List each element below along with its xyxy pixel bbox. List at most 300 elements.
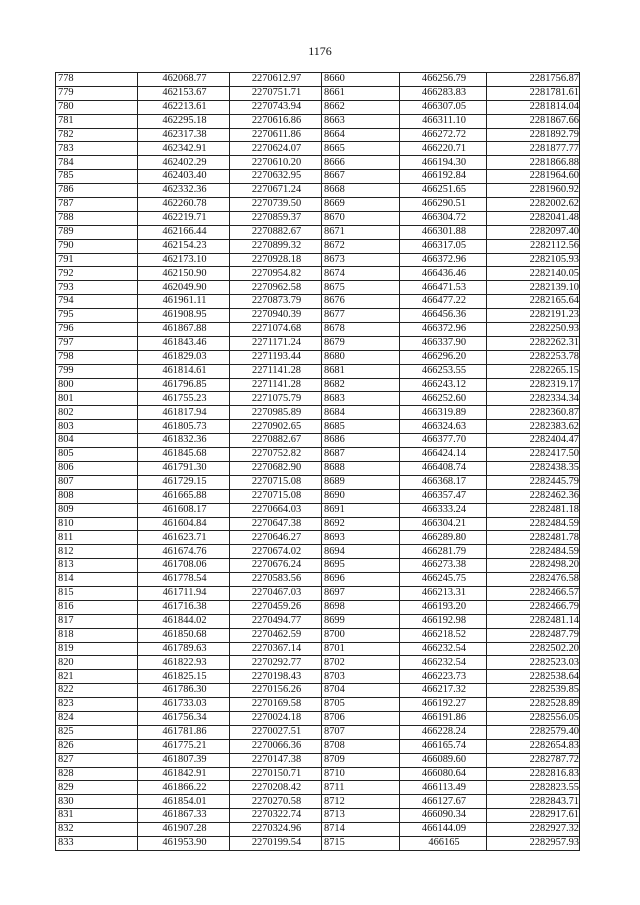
y-coordinate-left: 2270198.43 [230, 670, 322, 684]
table-row [56, 364, 580, 378]
y-coordinate-left: 2270954.82 [230, 267, 322, 281]
x-coordinate-right: 466256.79 [400, 73, 487, 87]
point-number-right: 8666 [322, 156, 400, 170]
table-row [56, 406, 580, 420]
x-coordinate-right: 466251.65 [400, 184, 487, 198]
y-coordinate-left: 2271141.28 [230, 378, 322, 392]
point-number-left: 821 [56, 670, 138, 684]
x-coordinate-left: 461842.91 [138, 767, 230, 781]
x-coordinate-left: 462295.18 [138, 114, 230, 128]
x-coordinate-right: 466304.21 [400, 517, 487, 531]
y-coordinate-right: 2282528.89 [487, 698, 580, 712]
y-coordinate-left: 2270873.79 [230, 295, 322, 309]
x-coordinate-left: 462049.90 [138, 281, 230, 295]
y-coordinate-right: 2282445.79 [487, 475, 580, 489]
x-coordinate-right: 466243.12 [400, 378, 487, 392]
x-coordinate-right: 466127.67 [400, 795, 487, 809]
point-number-right: 8711 [322, 781, 400, 795]
point-number-left: 826 [56, 739, 138, 753]
x-coordinate-right: 466301.88 [400, 225, 487, 239]
y-coordinate-right: 2281866.88 [487, 156, 580, 170]
point-number-left: 800 [56, 378, 138, 392]
x-coordinate-right: 466377.70 [400, 434, 487, 448]
point-number-right: 8710 [322, 767, 400, 781]
table-row [56, 823, 580, 837]
x-coordinate-left: 462342.91 [138, 142, 230, 156]
x-coordinate-left: 461907.28 [138, 823, 230, 837]
x-coordinate-left: 461908.95 [138, 309, 230, 323]
point-number-left: 779 [56, 86, 138, 100]
table-row [56, 434, 580, 448]
y-coordinate-right: 2282438.35 [487, 461, 580, 475]
point-number-left: 799 [56, 364, 138, 378]
table-row [56, 614, 580, 628]
point-number-left: 816 [56, 600, 138, 614]
point-number-left: 825 [56, 725, 138, 739]
point-number-right: 8712 [322, 795, 400, 809]
point-number-right: 8680 [322, 350, 400, 364]
y-coordinate-right: 2281814.04 [487, 100, 580, 114]
x-coordinate-left: 461866.22 [138, 781, 230, 795]
point-number-left: 792 [56, 267, 138, 281]
point-number-right: 8702 [322, 656, 400, 670]
x-coordinate-left: 461953.90 [138, 836, 230, 850]
point-number-right: 8676 [322, 295, 400, 309]
y-coordinate-right: 2282556.05 [487, 711, 580, 725]
x-coordinate-left: 461781.86 [138, 725, 230, 739]
x-coordinate-right: 466471.53 [400, 281, 487, 295]
point-number-right: 8660 [322, 73, 400, 87]
x-coordinate-left: 462173.10 [138, 253, 230, 267]
y-coordinate-right: 2282041.48 [487, 211, 580, 225]
y-coordinate-right: 2282404.47 [487, 434, 580, 448]
point-number-right: 8688 [322, 461, 400, 475]
y-coordinate-left: 2270940.39 [230, 309, 322, 323]
y-coordinate-right: 2282538.64 [487, 670, 580, 684]
y-coordinate-left: 2270156.26 [230, 684, 322, 698]
x-coordinate-left: 461786.30 [138, 684, 230, 698]
x-coordinate-left: 462403.40 [138, 170, 230, 184]
x-coordinate-left: 462317.38 [138, 128, 230, 142]
x-coordinate-right: 466165.74 [400, 739, 487, 753]
x-coordinate-left: 461854.01 [138, 795, 230, 809]
x-coordinate-right: 466372.96 [400, 253, 487, 267]
point-number-right: 8700 [322, 628, 400, 642]
point-number-right: 8694 [322, 545, 400, 559]
point-number-left: 798 [56, 350, 138, 364]
table-row [56, 517, 580, 531]
point-number-right: 8669 [322, 198, 400, 212]
table-row [56, 184, 580, 198]
y-coordinate-right: 2282265.15 [487, 364, 580, 378]
x-coordinate-left: 461832.36 [138, 434, 230, 448]
point-number-right: 8704 [322, 684, 400, 698]
y-coordinate-right: 2282097.40 [487, 225, 580, 239]
y-coordinate-left: 2270612.97 [230, 73, 322, 87]
y-coordinate-left: 2270715.08 [230, 489, 322, 503]
y-coordinate-right: 2282498.20 [487, 559, 580, 573]
point-number-left: 794 [56, 295, 138, 309]
table-row [56, 267, 580, 281]
x-coordinate-left: 461729.15 [138, 475, 230, 489]
y-coordinate-right: 2282253.78 [487, 350, 580, 364]
y-coordinate-left: 2270882.67 [230, 434, 322, 448]
y-coordinate-left: 2271074.68 [230, 323, 322, 337]
point-number-left: 824 [56, 711, 138, 725]
x-coordinate-right: 466253.55 [400, 364, 487, 378]
x-coordinate-right: 466477.22 [400, 295, 487, 309]
y-coordinate-right: 2282165.64 [487, 295, 580, 309]
table-row [56, 309, 580, 323]
x-coordinate-right: 466080.64 [400, 767, 487, 781]
x-coordinate-left: 461623.71 [138, 531, 230, 545]
x-coordinate-left: 462219.71 [138, 211, 230, 225]
table-row [56, 642, 580, 656]
table-row [56, 336, 580, 350]
point-number-right: 8663 [322, 114, 400, 128]
x-coordinate-left: 461867.33 [138, 809, 230, 823]
y-coordinate-left: 2270024.18 [230, 711, 322, 725]
x-coordinate-left: 461756.34 [138, 711, 230, 725]
y-coordinate-right: 2282539.85 [487, 684, 580, 698]
table-row [56, 503, 580, 517]
x-coordinate-right: 466307.05 [400, 100, 487, 114]
y-coordinate-right: 2282191.23 [487, 309, 580, 323]
point-number-left: 785 [56, 170, 138, 184]
x-coordinate-left: 461843.46 [138, 336, 230, 350]
x-coordinate-left: 462166.44 [138, 225, 230, 239]
x-coordinate-right: 466144.09 [400, 823, 487, 837]
y-coordinate-left: 2270859.37 [230, 211, 322, 225]
x-coordinate-right: 466191.86 [400, 711, 487, 725]
x-coordinate-left: 461716.38 [138, 600, 230, 614]
x-coordinate-right: 466408.74 [400, 461, 487, 475]
y-coordinate-right: 2282843.71 [487, 795, 580, 809]
point-number-left: 813 [56, 559, 138, 573]
table-row [56, 531, 580, 545]
x-coordinate-left: 461604.84 [138, 517, 230, 531]
y-coordinate-left: 2270985.89 [230, 406, 322, 420]
y-coordinate-right: 2282523.03 [487, 656, 580, 670]
point-number-right: 8686 [322, 434, 400, 448]
y-coordinate-right: 2282383.62 [487, 420, 580, 434]
x-coordinate-left: 461665.88 [138, 489, 230, 503]
table-row [56, 323, 580, 337]
point-number-right: 8662 [322, 100, 400, 114]
table-row [56, 420, 580, 434]
table-row [56, 836, 580, 850]
y-coordinate-left: 2270467.03 [230, 586, 322, 600]
point-number-right: 8696 [322, 573, 400, 587]
point-number-left: 787 [56, 198, 138, 212]
y-coordinate-left: 2270682.90 [230, 461, 322, 475]
y-coordinate-left: 2270199.54 [230, 836, 322, 850]
y-coordinate-right: 2282917.61 [487, 809, 580, 823]
x-coordinate-left: 461608.17 [138, 503, 230, 517]
point-number-left: 820 [56, 656, 138, 670]
x-coordinate-left: 461775.21 [138, 739, 230, 753]
point-number-right: 8683 [322, 392, 400, 406]
y-coordinate-right: 2282816.83 [487, 767, 580, 781]
point-number-right: 8677 [322, 309, 400, 323]
x-coordinate-right: 466217.32 [400, 684, 487, 698]
y-coordinate-left: 2270494.77 [230, 614, 322, 628]
point-number-right: 8691 [322, 503, 400, 517]
y-coordinate-left: 2271193.44 [230, 350, 322, 364]
point-number-right: 8661 [322, 86, 400, 100]
x-coordinate-left: 461796.85 [138, 378, 230, 392]
y-coordinate-left: 2270671.24 [230, 184, 322, 198]
y-coordinate-right: 2282927.32 [487, 823, 580, 837]
x-coordinate-left: 461850.68 [138, 628, 230, 642]
y-coordinate-right: 2282481.14 [487, 614, 580, 628]
y-coordinate-left: 2270147.38 [230, 753, 322, 767]
point-number-right: 8689 [322, 475, 400, 489]
x-coordinate-right: 466311.10 [400, 114, 487, 128]
y-coordinate-left: 2270322.74 [230, 809, 322, 823]
y-coordinate-right: 2282139.10 [487, 281, 580, 295]
y-coordinate-right: 2282262.31 [487, 336, 580, 350]
point-number-left: 818 [56, 628, 138, 642]
y-coordinate-right: 2282481.18 [487, 503, 580, 517]
table-row [56, 628, 580, 642]
x-coordinate-left: 461867.88 [138, 323, 230, 337]
x-coordinate-left: 461805.73 [138, 420, 230, 434]
point-number-left: 819 [56, 642, 138, 656]
table-row [56, 586, 580, 600]
point-number-left: 807 [56, 475, 138, 489]
table-row [56, 670, 580, 684]
y-coordinate-left: 2270664.03 [230, 503, 322, 517]
y-coordinate-left: 2270902.65 [230, 420, 322, 434]
x-coordinate-left: 461814.61 [138, 364, 230, 378]
point-number-right: 8706 [322, 711, 400, 725]
y-coordinate-right: 2281781.61 [487, 86, 580, 100]
y-coordinate-right: 2282487.79 [487, 628, 580, 642]
y-coordinate-right: 2281960.92 [487, 184, 580, 198]
y-coordinate-left: 2270367.14 [230, 642, 322, 656]
x-coordinate-right: 466283.83 [400, 86, 487, 100]
y-coordinate-left: 2270616.86 [230, 114, 322, 128]
x-coordinate-right: 466228.24 [400, 725, 487, 739]
table-row [56, 545, 580, 559]
table-row [56, 684, 580, 698]
point-number-left: 833 [56, 836, 138, 850]
point-number-left: 817 [56, 614, 138, 628]
table-row [56, 86, 580, 100]
x-coordinate-right: 466192.27 [400, 698, 487, 712]
x-coordinate-right: 466289.80 [400, 531, 487, 545]
y-coordinate-left: 2270324.96 [230, 823, 322, 837]
y-coordinate-left: 2271075.79 [230, 392, 322, 406]
x-coordinate-left: 461674.76 [138, 545, 230, 559]
x-coordinate-right: 466317.05 [400, 239, 487, 253]
point-number-right: 8674 [322, 267, 400, 281]
y-coordinate-left: 2270752.82 [230, 448, 322, 462]
table-row [56, 281, 580, 295]
point-number-left: 791 [56, 253, 138, 267]
x-coordinate-right: 466436.46 [400, 267, 487, 281]
table-row [56, 73, 580, 87]
point-number-right: 8670 [322, 211, 400, 225]
point-number-left: 796 [56, 323, 138, 337]
point-number-right: 8684 [322, 406, 400, 420]
point-number-left: 814 [56, 573, 138, 587]
y-coordinate-left: 2270674.02 [230, 545, 322, 559]
y-coordinate-right: 2282360.87 [487, 406, 580, 420]
table-row [56, 378, 580, 392]
y-coordinate-left: 2270928.18 [230, 253, 322, 267]
point-number-right: 8693 [322, 531, 400, 545]
x-coordinate-left: 461817.94 [138, 406, 230, 420]
x-coordinate-right: 466456.36 [400, 309, 487, 323]
point-number-right: 8687 [322, 448, 400, 462]
x-coordinate-left: 462153.67 [138, 86, 230, 100]
point-number-left: 781 [56, 114, 138, 128]
x-coordinate-right: 466296.20 [400, 350, 487, 364]
y-coordinate-left: 2270739.50 [230, 198, 322, 212]
table-row [56, 211, 580, 225]
x-coordinate-right: 466113.49 [400, 781, 487, 795]
y-coordinate-left: 2270150.71 [230, 767, 322, 781]
table-row [56, 225, 580, 239]
x-coordinate-left: 461755.23 [138, 392, 230, 406]
point-number-right: 8697 [322, 586, 400, 600]
x-coordinate-right: 466281.79 [400, 545, 487, 559]
point-number-left: 829 [56, 781, 138, 795]
point-number-right: 8698 [322, 600, 400, 614]
point-number-right: 8703 [322, 670, 400, 684]
x-coordinate-left: 461845.68 [138, 448, 230, 462]
y-coordinate-left: 2270715.08 [230, 475, 322, 489]
point-number-left: 827 [56, 753, 138, 767]
x-coordinate-right: 466324.63 [400, 420, 487, 434]
y-coordinate-left: 2270459.26 [230, 600, 322, 614]
x-coordinate-left: 461844.02 [138, 614, 230, 628]
table-row [56, 114, 580, 128]
y-coordinate-right: 2282579.40 [487, 725, 580, 739]
table-row [56, 475, 580, 489]
x-coordinate-left: 461825.15 [138, 670, 230, 684]
x-coordinate-left: 462150.90 [138, 267, 230, 281]
point-number-right: 8664 [322, 128, 400, 142]
y-coordinate-right: 2282250.93 [487, 323, 580, 337]
x-coordinate-left: 462402.29 [138, 156, 230, 170]
x-coordinate-left: 461829.03 [138, 350, 230, 364]
point-number-left: 797 [56, 336, 138, 350]
coordinates-table [55, 72, 580, 851]
point-number-left: 803 [56, 420, 138, 434]
point-number-right: 8713 [322, 809, 400, 823]
y-coordinate-right: 2282319.17 [487, 378, 580, 392]
y-coordinate-right: 2282484.59 [487, 517, 580, 531]
coordinates-table-body [56, 73, 580, 851]
point-number-left: 806 [56, 461, 138, 475]
point-number-right: 8692 [322, 517, 400, 531]
table-row [56, 100, 580, 114]
x-coordinate-left: 461961.11 [138, 295, 230, 309]
table-row [56, 489, 580, 503]
x-coordinate-right: 466319.89 [400, 406, 487, 420]
point-number-left: 801 [56, 392, 138, 406]
y-coordinate-right: 2281877.77 [487, 142, 580, 156]
y-coordinate-left: 2270962.58 [230, 281, 322, 295]
x-coordinate-right: 466357.47 [400, 489, 487, 503]
x-coordinate-right: 466273.38 [400, 559, 487, 573]
y-coordinate-left: 2271141.28 [230, 364, 322, 378]
point-number-left: 828 [56, 767, 138, 781]
x-coordinate-left: 461708.06 [138, 559, 230, 573]
point-number-left: 795 [56, 309, 138, 323]
point-number-right: 8699 [322, 614, 400, 628]
table-row [56, 198, 580, 212]
y-coordinate-right: 2282140.05 [487, 267, 580, 281]
point-number-left: 786 [56, 184, 138, 198]
point-number-left: 788 [56, 211, 138, 225]
point-number-right: 8685 [322, 420, 400, 434]
table-row [56, 795, 580, 809]
y-coordinate-right: 2282823.55 [487, 781, 580, 795]
x-coordinate-right: 466304.72 [400, 211, 487, 225]
point-number-left: 808 [56, 489, 138, 503]
x-coordinate-right: 466372.96 [400, 323, 487, 337]
x-coordinate-left: 461711.94 [138, 586, 230, 600]
y-coordinate-right: 2281892.79 [487, 128, 580, 142]
point-number-left: 790 [56, 239, 138, 253]
y-coordinate-right: 2282417.50 [487, 448, 580, 462]
x-coordinate-right: 466090.34 [400, 809, 487, 823]
point-number-right: 8705 [322, 698, 400, 712]
table-row [56, 156, 580, 170]
point-number-left: 780 [56, 100, 138, 114]
y-coordinate-left: 2270610.20 [230, 156, 322, 170]
x-coordinate-right: 466290.51 [400, 198, 487, 212]
y-coordinate-left: 2271171.24 [230, 336, 322, 350]
x-coordinate-right: 466089.60 [400, 753, 487, 767]
point-number-left: 784 [56, 156, 138, 170]
y-coordinate-right: 2282466.79 [487, 600, 580, 614]
x-coordinate-right: 466192.98 [400, 614, 487, 628]
table-row [56, 142, 580, 156]
y-coordinate-right: 2282112.56 [487, 239, 580, 253]
table-row [56, 600, 580, 614]
y-coordinate-left: 2270066.36 [230, 739, 322, 753]
table-row [56, 809, 580, 823]
point-number-left: 822 [56, 684, 138, 698]
x-coordinate-left: 462332.36 [138, 184, 230, 198]
x-coordinate-right: 466213.31 [400, 586, 487, 600]
point-number-left: 778 [56, 73, 138, 87]
y-coordinate-right: 2282334.34 [487, 392, 580, 406]
x-coordinate-right: 466223.73 [400, 670, 487, 684]
y-coordinate-right: 2282502.20 [487, 642, 580, 656]
x-coordinate-left: 462068.77 [138, 73, 230, 87]
y-coordinate-left: 2270632.95 [230, 170, 322, 184]
x-coordinate-right: 466245.75 [400, 573, 487, 587]
y-coordinate-right: 2282002.62 [487, 198, 580, 212]
x-coordinate-left: 461791.30 [138, 461, 230, 475]
y-coordinate-left: 2270292.77 [230, 656, 322, 670]
point-number-right: 8695 [322, 559, 400, 573]
point-number-right: 8701 [322, 642, 400, 656]
point-number-right: 8715 [322, 836, 400, 850]
y-coordinate-left: 2270646.27 [230, 531, 322, 545]
table-row [56, 392, 580, 406]
x-coordinate-right: 466220.71 [400, 142, 487, 156]
point-number-right: 8708 [322, 739, 400, 753]
table-row [56, 767, 580, 781]
point-number-left: 831 [56, 809, 138, 823]
